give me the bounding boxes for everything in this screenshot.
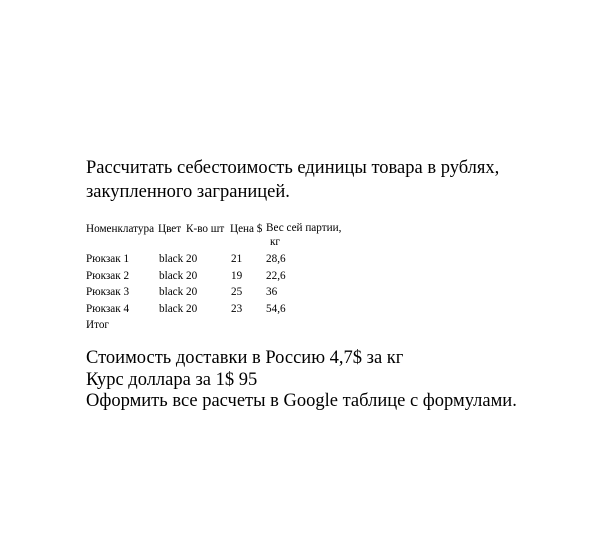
row-name: Рюкзак 1 (86, 253, 130, 265)
header-weight-line-1: Вес сей партии, (266, 222, 342, 234)
header-weight (266, 221, 341, 249)
row-name: Рюкзак 4 (86, 302, 130, 315)
row-weight: 22,6 (266, 269, 286, 282)
row-color-qty (159, 268, 197, 284)
task-conditions (86, 348, 517, 413)
instruction-text: Оформить все расчеты в Google таблице с формулами. (86, 391, 517, 411)
row-qty: 20 (186, 302, 198, 315)
delivery-cost-text: Стоимость доставки в Россию 4,7$ за кг (86, 348, 404, 368)
row-color: black (159, 269, 184, 282)
row-price: 23 (231, 302, 243, 315)
row-qty: 20 (186, 286, 198, 298)
row-qty: 20 (186, 269, 198, 282)
header-color: Цвет (158, 223, 182, 235)
row-name: Рюкзак 3 (86, 286, 130, 298)
header-weight-line-2: кг (270, 236, 281, 248)
task-title-line-1: Рассчитать себестоимость единицы товара в рублях, (86, 158, 500, 178)
row-weight: 54,6 (266, 302, 286, 315)
row-weight: 28,6 (266, 253, 286, 265)
row-color: black (159, 253, 184, 265)
header-name: Номенклатура (86, 223, 155, 235)
task-title (86, 156, 556, 204)
row-color: black (159, 286, 184, 298)
task-title-line-2: закупленного заграницей. (86, 182, 290, 202)
row-qty: 20 (186, 253, 198, 265)
row-color-qty (159, 284, 197, 300)
header-price: Цена $ (230, 223, 263, 235)
row-price: 25 (231, 286, 243, 298)
row-name: Рюкзак 2 (86, 269, 130, 282)
row-price: 19 (231, 269, 243, 282)
total-label: Итог (86, 319, 110, 331)
row-color-qty (159, 301, 197, 317)
row-weight: 36 (266, 286, 278, 298)
row-color-qty (159, 251, 197, 267)
row-color: black (159, 302, 184, 315)
row-price: 21 (231, 253, 243, 265)
exchange-rate-text: Курс доллара за 1$ 95 (86, 369, 258, 390)
header-qty: К-во шт (186, 223, 225, 235)
